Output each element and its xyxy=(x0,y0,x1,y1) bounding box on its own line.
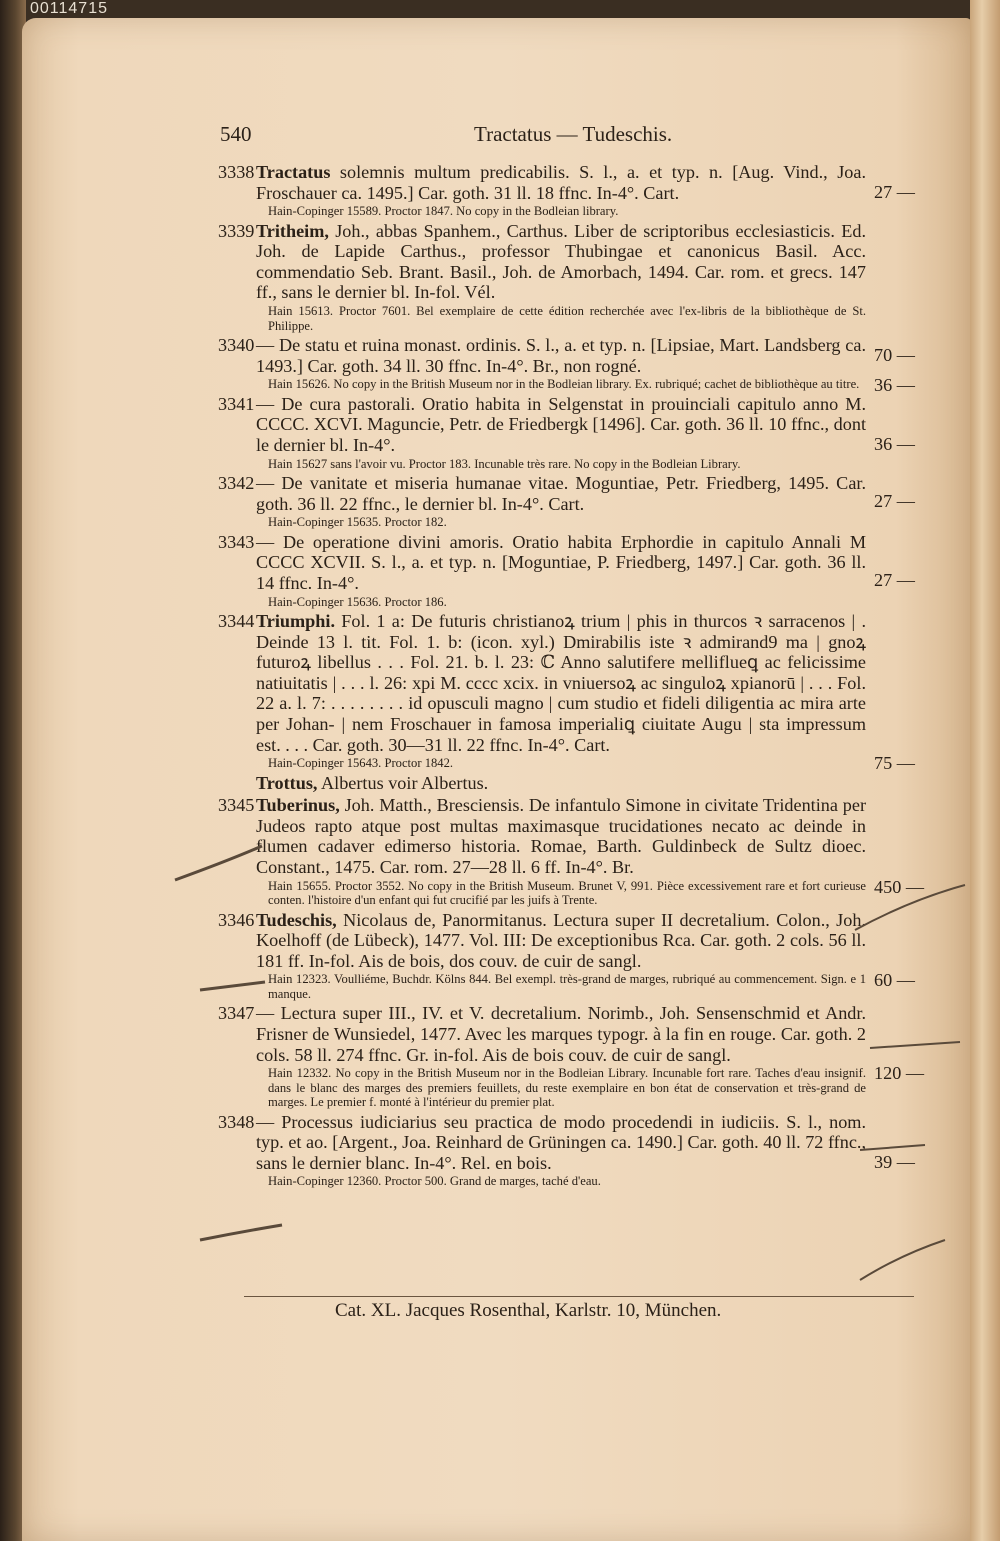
entry-number: 3340 xyxy=(218,335,255,356)
entry-number: 3338 xyxy=(218,162,255,182)
entry-description xyxy=(256,795,866,877)
entry-text: — Processus iudiciarius seu practica de modo procedendi in iudiciis. S. l., nom. typ. et ao. [Argent., Joa. Reinhard de Grüningen ca. 1490.] Car. goth. 40 ll. 72 ffnc., sans le dernier blanc. In-4°. Rel. en bois. xyxy=(256,1111,866,1173)
entry-reference: Hain-Copinger 15636. Proctor 186. xyxy=(268,594,447,609)
catalog-entry xyxy=(256,773,866,794)
entry-description xyxy=(256,611,866,755)
entry-number: 3345 xyxy=(218,795,255,816)
page-number: 540 xyxy=(220,122,252,146)
entry-price: 36 — xyxy=(874,433,915,454)
entry-description xyxy=(256,1003,866,1065)
entry-number: 3343 xyxy=(218,531,255,552)
entry-reference: Hain-Copinger 15589. Proctor 1847. No copy in the Bodleian library. xyxy=(268,204,619,219)
entry-reference: Hain 15626. No copy in the British Museum nor in the Bodleian library. Ex. rubriqué; cachet de bibliothèque au titre. xyxy=(268,377,860,392)
entry-description xyxy=(256,394,866,456)
footer-rule xyxy=(244,1296,914,1297)
entry-title: Tuberinus, xyxy=(256,795,340,816)
entry-price: 75 — xyxy=(874,753,915,773)
catalog-entry xyxy=(218,1111,915,1189)
entry-price: 60 — xyxy=(874,969,915,990)
entry-title: Tudeschis, xyxy=(256,909,337,930)
entry-price: 36 — xyxy=(874,375,915,396)
entry-text: Albertus voir Albertus. xyxy=(317,772,489,793)
entry-description xyxy=(256,162,866,203)
entry-text: solemnis multum predicabilis. S. l., a. et typ. n. [Aug. Vind., Joa. Froschauer ca. 1495.] Car. goth. 31 ll. 18 ffnc. In-4°. Cart. xyxy=(256,162,866,203)
entry-reference: Hain-Copinger 15635. Proctor 182. xyxy=(268,515,447,530)
entry-price: 39 — xyxy=(874,1151,915,1172)
entry-text: — De vanitate et miseria humanae vitae. Moguntiae, Petr. Friedberg, 1495. Car. goth. 36 ll. 22 ffnc., le dernier bl. In-4°. Cart. xyxy=(256,473,866,514)
page-edges xyxy=(970,0,1000,1541)
entry-reference: Hain-Copinger 15643. Proctor 1842. xyxy=(268,756,454,771)
entry-title: Triumphi. xyxy=(256,611,336,631)
catalog-entry xyxy=(218,162,915,219)
entry-number: 3348 xyxy=(218,1111,255,1132)
entry-reference: Hain 15627 sans l'avoir vu. Proctor 183. Incunable très rare. No copy in the Bodleian Library. xyxy=(268,456,741,471)
entry-text: Fol. 1 a: De futuris christianoꝝ trium | phis in thurcos ꝛ sarracenos | . Deinde 13 l. tit. Fol. 1. b: (icon. xyl.) Dmirabilis iste ꝛ admirand9 ma | gnoꝝ futuroꝝ libellus . . . Fol. 21. b. l. 23: ℂ Anno salutifere melliflueꝗ ac felicissime natiuitatis | . . . l. 26: xpi M. cccc xcix. in vniuersoꝝ ac singuloꝝ xpianorū | . . . Fol. 22 a. l. 7: . . . . . . . . id opusculi magno | cum studio et fideli diligentia ac mira arte per Johan- | nem Froschauer in famosa imperialiꝗ ciuitate Augu | sta impressum est. . . . Car. goth. 30—31 ll. 22 ffnc. In-4°. Cart. xyxy=(256,611,866,755)
catalog-entry xyxy=(218,473,915,530)
entry-number: 3341 xyxy=(218,393,255,414)
entry-text: Joh. Matth., Bresciensis. De infantulo Simone in civitate Tridentina per Judeos rapto atque post multas maximasque trucidationes necato ac deinde in flumen cadaver edimerso historia. Romae, Barth. Guldinbeck de Sultz dioec. Constant., 1475. Car. rom. 27—28 ll. 6 ff. In-4°. Br. xyxy=(256,795,866,878)
entry-price: 70 — xyxy=(874,344,915,365)
entry-price: 27 — xyxy=(874,491,915,512)
entry-price: 450 — xyxy=(874,877,925,898)
entry-price: 27 — xyxy=(874,569,915,590)
entry-number: 3339 xyxy=(218,220,255,241)
entry-title: Tractatus xyxy=(256,162,331,182)
entry-text: — Lectura super III., IV. et V. decretalium. Norimb., Joh. Sensenschmid et Andr. Frisner de Wunsiedel, 1477. Avec les marques typogr. à la fin en rouge. Car. goth. 2 cols. 58 ll. 274 ffnc. Gr. in-fol. Ais de bois couv. de cuir de sangl. xyxy=(256,1003,866,1065)
entry-reference: Hain 12323. Voulliéme, Buchdr. Kölns 844. Bel exempl. très-grand de marges, rubriqué au commencement. Sign. e 1 manque. xyxy=(268,972,866,1001)
entry-description xyxy=(256,532,866,594)
entry-text: — De operatione divini amoris. Oratio habita Erphordie in capitulo Annali M CCCC XCVII. S. l., a. et typ. n. [Moguntiae, P. Friedberg, 1497.] Car. goth. 36 ll. 14 ffnc. In-4°. xyxy=(256,531,866,593)
catalog-entry xyxy=(218,1003,925,1110)
entry-number: 3344 xyxy=(218,611,255,631)
catalog-entry xyxy=(218,531,915,609)
catalog-entry xyxy=(218,795,925,908)
entry-description xyxy=(256,221,866,303)
entry-reference: Hain 12332. No copy in the British Museum nor in the Bodleian Library. Incunable fort rare. Taches d'eau insignif. dans le blanc des marges des premiers feuillets, du reste exemplaire en bon état de conservation et très-grand de marges. Le premier f. monté à l'intérieur du premier plat. xyxy=(268,1066,866,1110)
entry-price: 120 — xyxy=(874,1063,925,1084)
entry-description xyxy=(256,1112,866,1174)
entry-title: Trottus, xyxy=(256,772,318,793)
entry-number: 3342 xyxy=(218,473,255,494)
entry-description xyxy=(256,773,866,794)
entry-reference: Hain 15613. Proctor 7601. Bel exemplaire de cette édition recherchée avec l'ex-libris de la bibliothèque de St. Philippe. xyxy=(268,304,866,333)
entry-description xyxy=(256,335,866,376)
entry-number: 3346 xyxy=(218,909,255,930)
catalog-entry xyxy=(218,393,915,471)
entry-text: Nicolaus de, Panormitanus. Lectura super II decretalium. Colon., Joh. Koelhoff (de Lübeck), 1477. Vol. III: De exceptionibus Rca. Car. goth. 2 cols. 56 ll. 181 ff. In-fol. Ais de bois, dos couv. de cuir de sangl. xyxy=(256,909,866,971)
entry-reference: Hain 15655. Proctor 3552. No copy in the British Museum. Brunet V, 991. Pièce excessivement rare et fort curieuse conten. l'histoire d'un enfant qui fut crucifié par les juifs à Trente. xyxy=(268,878,866,908)
entry-number: 3347 xyxy=(218,1003,255,1024)
entry-reference: Hain-Copinger 12360. Proctor 500. Grand de marges, taché d'eau. xyxy=(268,1174,601,1189)
page-footer: Cat. XL. Jacques Rosenthal, Karlstr. 10, München. xyxy=(335,1300,722,1321)
entry-description xyxy=(256,910,866,972)
catalog-entries xyxy=(218,162,925,1191)
scan-label: 00114715 xyxy=(30,0,108,17)
catalog-entry xyxy=(218,909,915,1002)
entry-price: 27 — xyxy=(874,182,915,202)
running-head: Tractatus — Tudeschis. xyxy=(474,122,673,146)
catalog-entry xyxy=(218,611,915,773)
entry-text: Joh., abbas Spanhem., Carthus. Liber de scriptoribus ecclesiasticis. Ed. Joh. de Lapide Carthus., professor Thubingae et canonicus Basil. Acc. commendatio Seb. Brant. Basil., Joh. de Amorbach, 1494. Car. rom. et grecs. 147 ff., sans le dernier bl. In-fol. Vél. xyxy=(256,220,866,303)
entry-title: Tritheim, xyxy=(256,220,329,241)
entry-text: — De cura pastorali. Oratio habita in Selgenstat in prouinciali capitulo anno M. CCCC. XCVI. Maguncie, Petr. de Friedbergk [1496]. Car. goth. 36 ll. 10 ffnc., dont le dernier bl. In-4°. xyxy=(256,393,866,455)
entry-text: — De statu et ruina monast. ordinis. S. l., a. et typ. n. [Lipsiae, Mart. Landsberg ca. 1493.] Car. goth. 34 ll. 30 ffnc. In-4°. Br., non rogné. xyxy=(256,335,866,376)
entry-description xyxy=(256,473,866,514)
